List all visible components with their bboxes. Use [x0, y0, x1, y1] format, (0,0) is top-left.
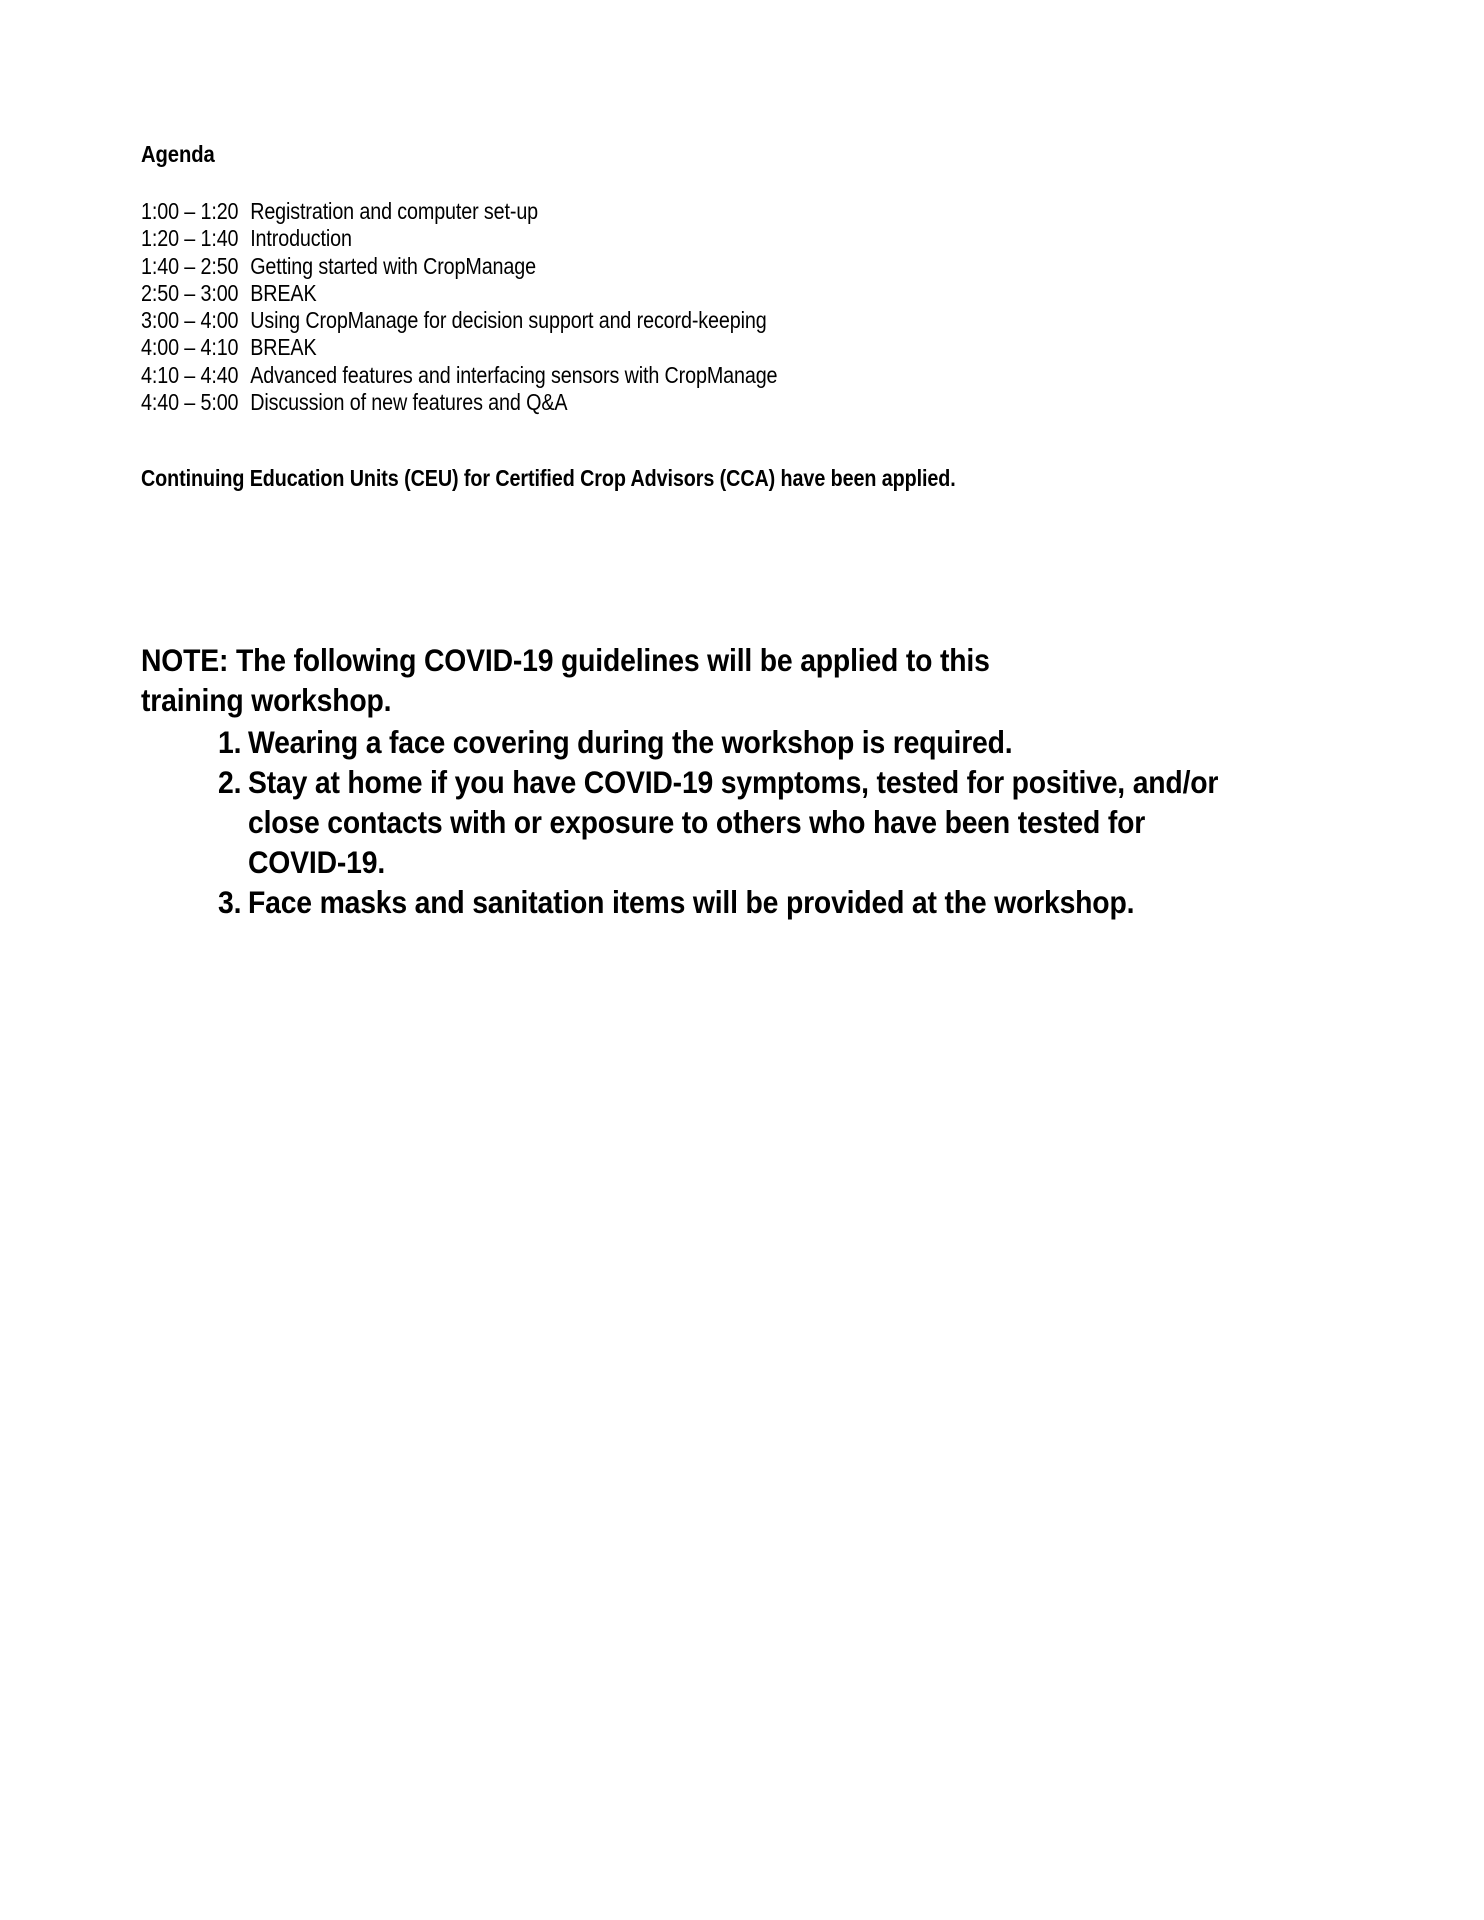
agenda-time: 2:50 – 3:00 [141, 279, 239, 306]
agenda-row [141, 253, 777, 280]
covid-guideline-text: Stay at home if you have COVID-19 symptoms, tested for positive, and/or close contacts with or exposure to others who have been tested for COVID-19. [248, 764, 1219, 880]
agenda-row [141, 334, 777, 361]
agenda-description: Using CropManage for decision support and record-keeping [250, 307, 767, 334]
covid-guideline-item [141, 762, 1231, 882]
list-marker: 1. [218, 724, 242, 760]
agenda-heading: Agenda [141, 141, 215, 167]
agenda-row [141, 389, 777, 416]
list-marker: 2. [218, 764, 242, 800]
agenda-description: BREAK [250, 279, 317, 306]
agenda-description: Getting started with CropManage [250, 252, 536, 279]
agenda-description: Introduction [250, 225, 352, 252]
covid-guidelines-list [141, 722, 1231, 922]
agenda-time: 3:00 – 4:00 [141, 307, 239, 334]
agenda-time: 4:00 – 4:10 [141, 334, 239, 361]
agenda-time: 4:10 – 4:40 [141, 361, 239, 388]
agenda-row [141, 198, 777, 225]
agenda-description: Registration and computer set-up [250, 198, 539, 224]
covid-guideline-text: Wearing a face covering during the workshop is required. [248, 724, 1013, 760]
covid-note-block [141, 640, 1231, 922]
list-marker: 3. [218, 884, 242, 920]
agenda-time: 1:00 – 1:20 [141, 198, 239, 224]
covid-note-paragraph: NOTE: The following COVID-19 guidelines will be applied to this training workshop. [141, 642, 990, 718]
agenda-row [141, 362, 777, 389]
agenda-row [141, 280, 777, 307]
covid-guideline-text: Face masks and sanitation items will be provided at the workshop. [248, 884, 1135, 920]
agenda-description: BREAK [250, 334, 317, 361]
covid-guideline-item [141, 882, 1231, 922]
agenda-description: Discussion of new features and Q&A [250, 389, 568, 416]
agenda-row [141, 225, 777, 252]
agenda-time: 4:40 – 5:00 [141, 389, 239, 416]
agenda-list [141, 198, 899, 416]
agenda-time: 1:20 – 1:40 [141, 225, 239, 252]
agenda-row [141, 307, 777, 334]
ceu-statement: Continuing Education Units (CEU) for Certified Crop Advisors (CCA) have been applied. [141, 465, 956, 491]
agenda-time: 1:40 – 2:50 [141, 252, 239, 279]
covid-guideline-item [141, 722, 1231, 762]
agenda-description: Advanced features and interfacing sensors with CropManage [250, 361, 778, 388]
